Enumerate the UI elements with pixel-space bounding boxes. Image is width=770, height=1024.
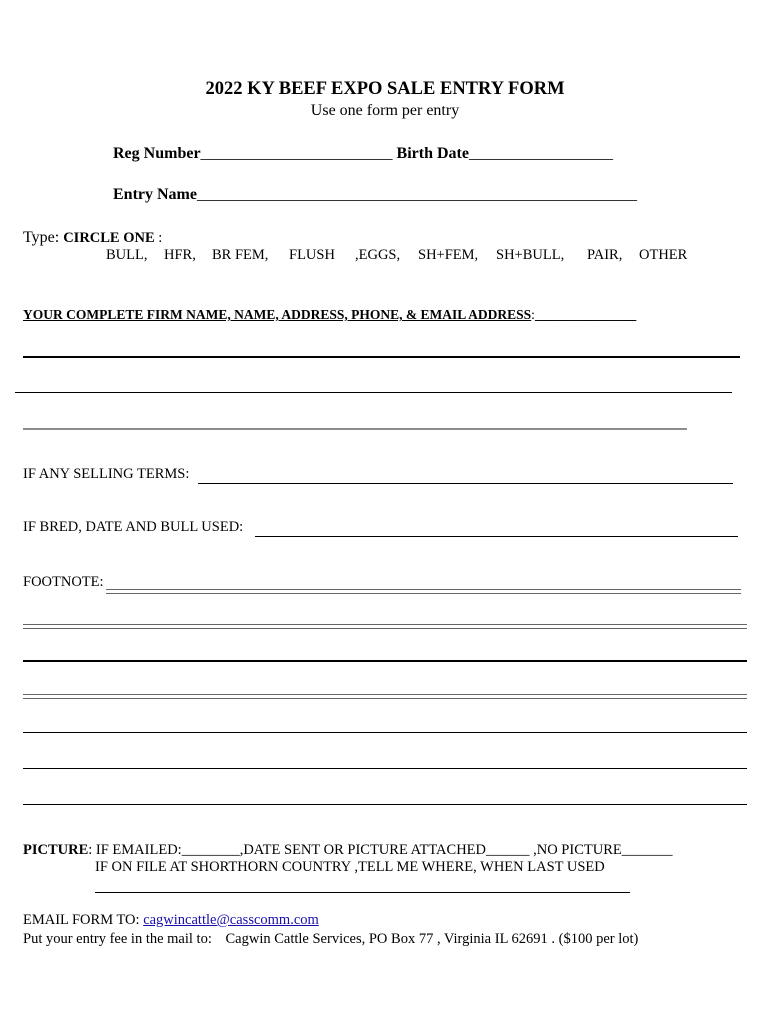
firm-name-colon: :: [531, 307, 535, 322]
footnote-line-2[interactable]: [23, 660, 747, 662]
entry-name-row: [113, 186, 637, 204]
firm-line-1[interactable]: [23, 356, 740, 358]
email-label: EMAIL FORM TO:: [23, 912, 144, 928]
firm-line-3[interactable]: [23, 428, 687, 430]
reg-number-row: [113, 145, 613, 163]
type-option-hfr[interactable]: HFR,: [164, 247, 196, 263]
firm-name-label: YOUR COMPLETE FIRM NAME, NAME, ADDRESS, PHONE, & EMAIL ADDRESS: [23, 307, 532, 322]
footnote-line-1[interactable]: [23, 624, 747, 629]
email-row: [23, 912, 319, 929]
firm-name-field[interactable]: _______________: [534, 307, 637, 322]
birth-date-label: Birth Date: [396, 145, 469, 162]
footnote-line-4[interactable]: [23, 732, 747, 733]
email-link[interactable]: cagwincattle@casscomm.com: [143, 912, 319, 928]
footnote-line-0[interactable]: [106, 589, 741, 594]
footnote-line-3[interactable]: [23, 694, 747, 699]
type-circle-label: CIRCLE ONE: [63, 230, 155, 246]
birth-date-field[interactable]: __________________: [468, 145, 613, 162]
type-option-flush[interactable]: FLUSH: [289, 247, 335, 263]
footnote-label: FOOTNOTE:: [23, 574, 104, 590]
entry-name-field[interactable]: _______________________________________________________: [196, 186, 637, 203]
type-colon: :: [154, 230, 163, 246]
bred-line[interactable]: [255, 536, 738, 537]
type-option-pair[interactable]: PAIR,: [587, 247, 623, 263]
type-option-bull[interactable]: BULL,: [106, 247, 148, 263]
bred-label: IF BRED, DATE AND BULL USED:: [23, 519, 244, 535]
type-option-eggs[interactable]: ,EGGS,: [355, 247, 401, 263]
picture-label: PICTURE: [23, 842, 89, 858]
footnote-line-5[interactable]: [23, 768, 747, 769]
type-label: Type:: [23, 229, 64, 246]
type-option-sh-fem[interactable]: SH+FEM,: [418, 247, 479, 263]
firm-line-2[interactable]: [15, 392, 732, 393]
picture-on-file-text: IF ON FILE AT SHORTHORN COUNTRY ,TELL ME WHERE, WHEN LAST USED: [95, 859, 605, 875]
type-option-br-fem[interactable]: BR FEM,: [212, 247, 269, 263]
form-title: 2022 KY BEEF EXPO SALE ENTRY FORM: [205, 79, 565, 99]
mail-address: Cagwin Cattle Services, PO Box 77 , Virginia IL 62691 . ($100 per lot): [225, 931, 639, 947]
type-option-sh-bull[interactable]: SH+BULL,: [496, 247, 565, 263]
picture-options[interactable]: : IF EMAILED:________,DATE SENT OR PICTURE ATTACHED______ ,NO PICTURE_______: [88, 842, 673, 858]
reg-number-field[interactable]: ________________________: [200, 145, 393, 162]
picture-row: [23, 842, 672, 859]
entry-name-label: Entry Name: [113, 186, 197, 203]
firm-name-row: [23, 307, 636, 323]
type-option-other[interactable]: OTHER: [639, 247, 688, 263]
form-subtitle: Use one form per entry: [310, 102, 460, 119]
reg-number-label: Reg Number: [113, 145, 201, 162]
selling-terms-label: IF ANY SELLING TERMS:: [23, 466, 190, 482]
mail-row: [23, 931, 638, 948]
mail-label: Put your entry fee in the mail to:: [23, 931, 212, 947]
picture-on-file-line[interactable]: [95, 892, 630, 893]
type-row: [23, 229, 162, 247]
footnote-line-6[interactable]: [23, 804, 747, 805]
selling-terms-line[interactable]: [198, 483, 733, 484]
